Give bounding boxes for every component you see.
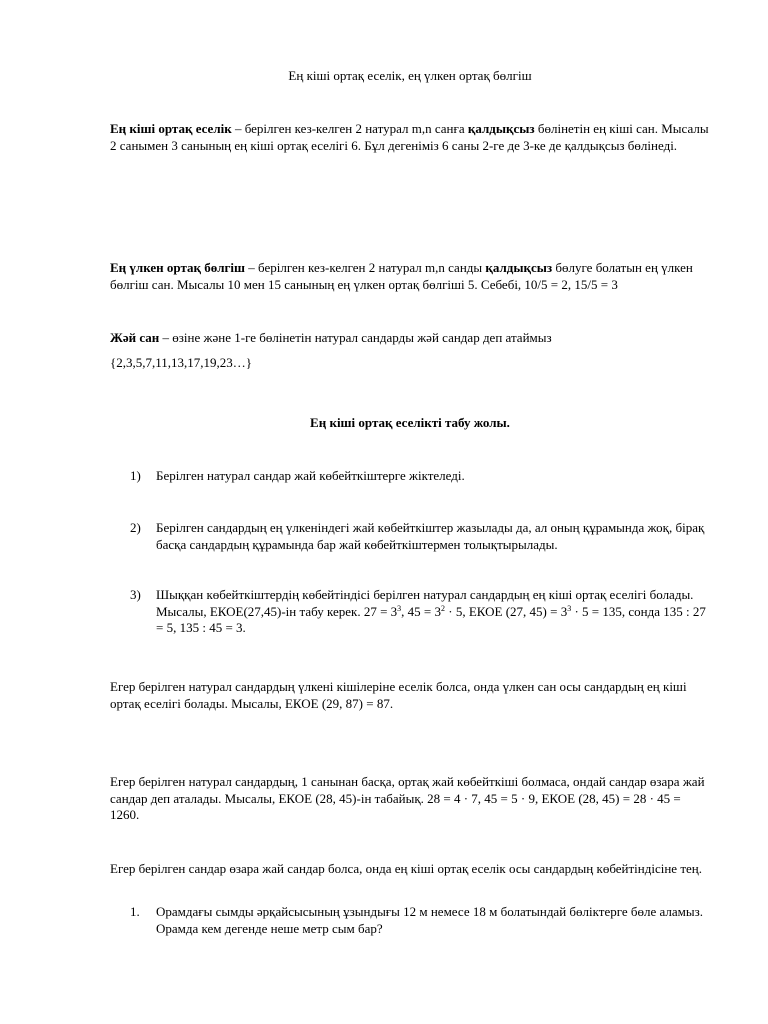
paragraph-product: Егер берілген сандар өзара жай сандар болса, онда ең кіші ортақ еселік осы сандардың көбейтіндісіне тең. xyxy=(110,861,702,876)
prime-term: Жәй сан xyxy=(110,330,160,345)
step-text: Берілген натурал сандар жай көбейткіштерге жіктеледі. xyxy=(156,468,465,483)
list-item-step-1 xyxy=(130,468,710,485)
step-3-text-a: Шыққан көбейткіштердің көбейтіндісі берілген натурал сандардың ең кіші ортақ еселігі болады. Мысалы, ЕКОЕ(27,45)-ін табу керек. 27 = 3 xyxy=(156,587,694,619)
list-item-exercise-1 xyxy=(130,904,710,937)
paragraph-coprime: Егер берілген натурал сандардың, 1 санынан басқа, ортақ жай көбейткіші болмаса, ондай сандар өзара жай сандар деп аталады. Мысалы, ЕКОЕ (28, 45)-ін табайық. 28 = 4 · 7, 45 = 5 · 9, ЕКОЕ (28, 45) = 28 · 45 = 1260. xyxy=(110,774,705,822)
exponent: 3 xyxy=(397,603,402,613)
step-text xyxy=(156,587,710,637)
prime-definition xyxy=(110,330,710,347)
step-3-text-c: · 5, ЕКОЕ (27, 45) = 3 xyxy=(445,603,568,619)
step-number: 1) xyxy=(130,468,141,483)
lcm-term: Ең кіші ортақ еселік xyxy=(110,121,232,136)
paragraph-multiple: Егер берілген натурал сандардың үлкені кішілеріне еселік болса, онда үлкен сан осы сандардың ең кіші ортақ еселігі болады. Мысалы, ЕКОЕ (29, 87) = 87. xyxy=(110,679,687,711)
lcm-definition xyxy=(110,121,710,154)
step-number: 3) xyxy=(130,587,141,602)
prime-text: – өзіне және 1-ге бөлінетін натурал сандарды жәй сандар деп атаймыз xyxy=(159,330,552,345)
gcd-text-2: бөлуге болатын ең үлкен бөлгіш сан. Мысалы 10 мен 15 санының ең үлкен ортақ бөлгіші 5. Себебі, 10/5 = 2, 15/5 = 3 xyxy=(110,260,693,292)
step-number: 2) xyxy=(130,520,141,535)
step-3-text-b: , 45 = 3 xyxy=(401,603,442,619)
gcd-bold-word: қалдықсыз xyxy=(485,260,553,275)
exercise-number: 1. xyxy=(130,904,140,919)
list-item-step-3 xyxy=(130,587,710,637)
gcd-text-1: – берілген кез-келген 2 натурал m,n санды xyxy=(245,260,486,275)
lcm-text-1: – берілген кез-келген 2 натурал m,n санға xyxy=(231,121,468,136)
method-heading xyxy=(110,415,710,432)
step-3-text-d: · 5 = 135, сонда 135 : 27 = 5, 135 : 45 = 3. xyxy=(156,603,706,635)
exercise-text: Орамдағы сымды әрқайсысының ұзындығы 12 м немесе 18 м болатындай бөліктерге бөле аламыз. Орамда кем дегенде неше метр сым бар? xyxy=(156,904,704,936)
exponent: 2 xyxy=(441,603,446,613)
method-heading-text: Ең кіші ортақ еселікті табу жолы. xyxy=(310,415,510,430)
list-item-step-2 xyxy=(130,520,710,553)
gcd-definition xyxy=(110,260,710,293)
lcm-bold-word: қалдықсыз xyxy=(467,121,535,136)
lcm-text-2: бөлінетін ең кіші сан. Мысалы 2 санымен 3 санының ең кіші ортақ еселігі 6. Бұл дегеніміз 6 саны 2-ге де 3-ке де қалдықсыз бөлінеді. xyxy=(110,121,709,153)
step-text: Берілген сандардың ең үлкеніндегі жай көбейткіштер жазылады да, ал оның құрамында жоқ, бірақ басқа сандардың құрамында бар жай көбейткіштермен толықтырылады. xyxy=(156,520,705,552)
page-title: Ең кіші ортақ еселік, ең үлкен ортақ бөлгіш xyxy=(288,68,532,83)
exponent: 3 xyxy=(567,603,572,613)
prime-set: {2,3,5,7,11,13,17,19,23…} xyxy=(110,355,252,370)
gcd-term: Ең үлкен ортақ бөлгіш xyxy=(110,260,246,275)
